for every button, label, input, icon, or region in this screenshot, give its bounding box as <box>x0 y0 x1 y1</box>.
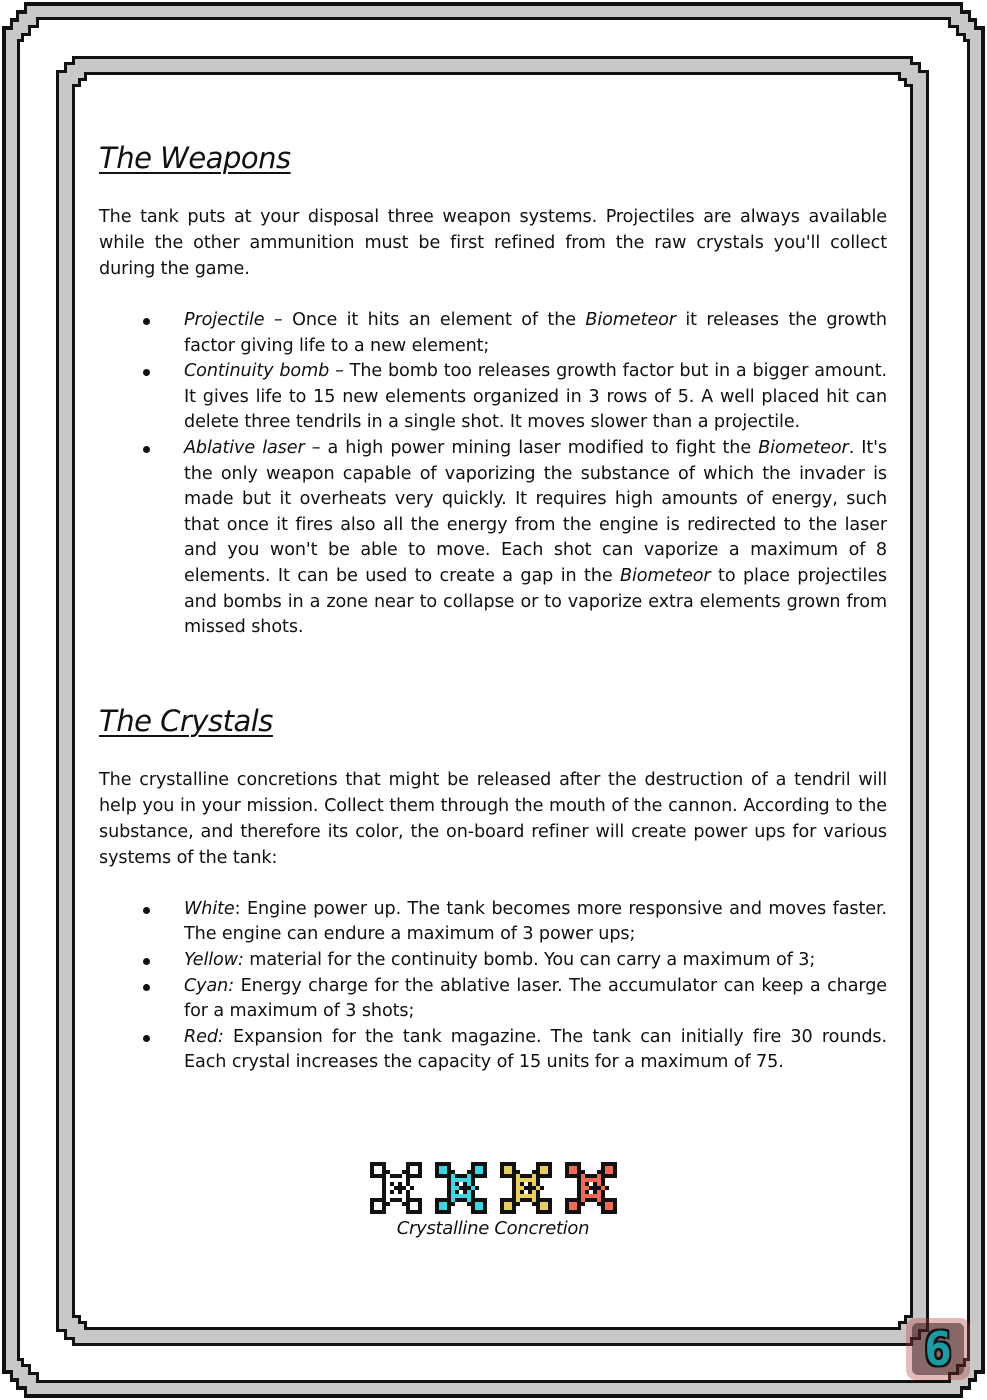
yellow-crystal-icon <box>500 1162 552 1214</box>
biometeor-term: Biometeor <box>585 310 676 330</box>
weapon-term: Projectile <box>184 310 265 330</box>
biometeor-term: Biometeor <box>620 565 711 586</box>
list-item <box>184 436 887 641</box>
cyan-crystal-icon <box>435 1162 487 1214</box>
list-item <box>184 974 887 1025</box>
weapon-desc: – a high power mining laser modified to fight the <box>304 437 759 458</box>
crystal-term: White <box>184 898 235 919</box>
weapon-desc: to place projectiles and bombs in a zone near to collapse or to vaporize extra elements grown from missed shots. <box>184 565 887 638</box>
weapon-term: Ablative laser <box>184 437 305 458</box>
crystals-intro: The crystalline concretions that might be released after the destruction of a tendril will help you in your mission. Collect them through the mouth of the cannon. According to the substance, and therefore its color, the on-board refiner will create power ups for various systems of the tank: <box>99 769 887 868</box>
crystal-term: Yellow: <box>184 949 244 970</box>
list-item <box>184 1025 887 1076</box>
weapons-intro: The tank puts at your disposal three weapon systems. Projectiles are always available while the other ammunition must be first refined from the raw crystals you'll collect during the game. <box>99 207 887 279</box>
crystal-desc: Energy charge for the ablative laser. The accumulator can keep a charge for a maximum of 3 shots; <box>184 975 887 1022</box>
figure-caption: Crystalline Concretion <box>396 1218 590 1239</box>
list-item <box>184 897 887 948</box>
crystal-figure <box>366 1162 620 1239</box>
weapon-term: Continuity bomb <box>184 361 330 382</box>
crystal-term: Cyan: <box>184 975 235 996</box>
weapon-desc: it releases the growth factor giving life to a new element; <box>184 310 887 356</box>
biometeor-term: Biometeor <box>758 437 849 458</box>
list-item <box>184 308 887 359</box>
list-item <box>184 359 887 436</box>
weapons-list <box>99 308 887 641</box>
crystal-desc: material for the continuity bomb. You can carry a maximum of 3; <box>243 949 816 970</box>
page-number-badge <box>906 1318 970 1380</box>
weapon-desc: . It's the only weapon capable of vaporizing the substance of which the invader is made but it overheats very quickly. It requires high amounts of energy, such that once it fires also all the energy from the engine is redirected to the laser and you won't be able to move. Each shot can vaporize a maximum of 8 elements. It can be used to create a gap in the <box>184 437 887 586</box>
crystal-term: Red: <box>184 1026 224 1047</box>
crystal-icon-row <box>366 1162 620 1214</box>
crystals-section <box>99 701 887 1076</box>
crystal-desc: : Engine power up. The tank becomes more responsive and moves faster. The engine can endure a maximum of 3 power ups; <box>184 898 887 945</box>
red-crystal-icon <box>565 1162 617 1214</box>
crystals-list <box>99 897 887 1076</box>
crystal-desc: Expansion for the tank magazine. The tank can initially fire 30 rounds. Each crystal increases the capacity of 15 units for a maximum of 75. <box>184 1026 887 1073</box>
crystals-heading: The Crystals <box>99 703 273 738</box>
white-crystal-icon <box>370 1162 422 1214</box>
list-item <box>184 948 887 974</box>
weapons-section <box>99 138 887 641</box>
weapons-heading: The Weapons <box>99 141 291 175</box>
page-number: 6 <box>924 1322 952 1376</box>
weapon-desc: – The bomb too releases growth factor but in a bigger amount. It gives life to 15 new elements organized in 3 rows of 5. A well placed hit can delete three tendrils in a single shot. It moves slower than a projectile. <box>184 361 888 433</box>
weapon-desc: – Once it hits an element of the <box>264 310 586 330</box>
page-content <box>99 138 887 1076</box>
